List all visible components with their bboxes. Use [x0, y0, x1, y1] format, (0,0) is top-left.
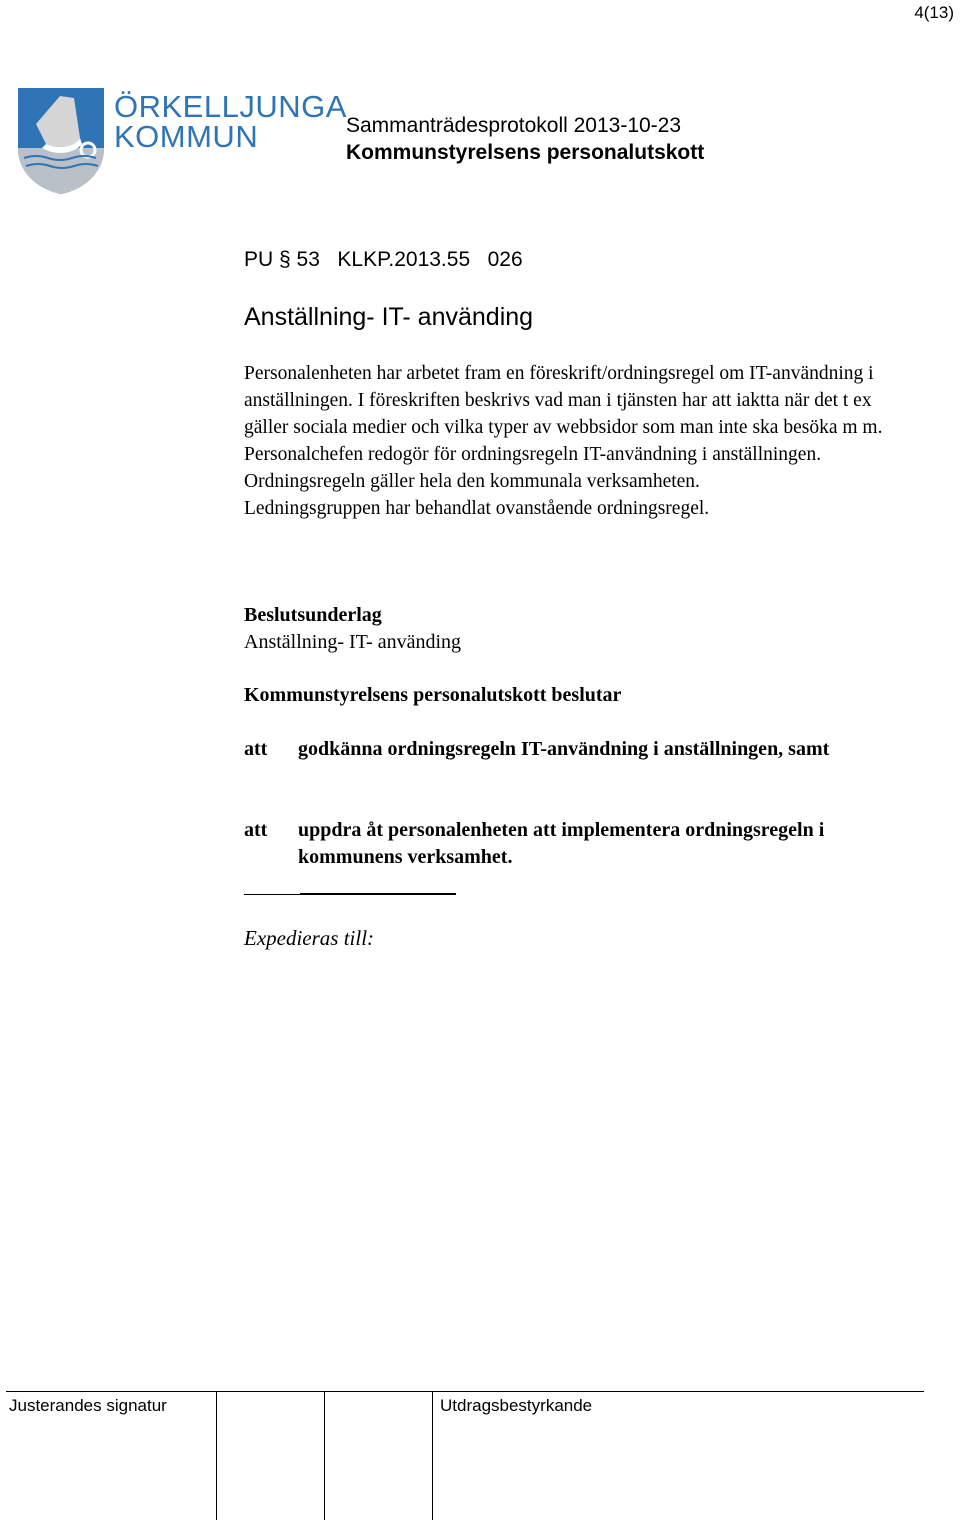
- footer-divider: [6, 1391, 924, 1392]
- committee-name: Kommunstyrelsens personalutskott: [346, 141, 705, 164]
- paragraph-4: Ledningsgruppen har behandlat ovanstående ordningsregel.: [244, 498, 710, 519]
- beslutsunderlag-heading: Beslutsunderlag: [244, 604, 382, 626]
- decision-item-prefix: att: [244, 819, 268, 841]
- bell-coat-of-arms-icon: [16, 86, 106, 196]
- signature-box-divider: [432, 1391, 433, 1520]
- signature-box-divider: [324, 1391, 325, 1520]
- logo-line-2: KOMMUN: [114, 119, 259, 154]
- justerandes-signatur-label: Justerandes signatur: [9, 1396, 167, 1415]
- separator-rule: [300, 893, 456, 895]
- beslutsunderlag-document: Anställning- IT- använding: [244, 631, 462, 653]
- case-description: [244, 360, 904, 522]
- decision-item-text: godkänna ordningsregeln IT-användning i anställningen, samt: [298, 738, 830, 760]
- decision-item-prefix: att: [244, 738, 268, 760]
- logo-line-1: ÖRKELLJUNGA: [114, 89, 347, 124]
- decision-item-text: uppdra åt personalenheten att implementera ordningsregeln i kommunens verksamhet.: [298, 819, 825, 868]
- paragraph-2: Personalchefen redogör för ordningsregeln IT-användning i anställningen.: [244, 444, 822, 465]
- separator-rule: [244, 894, 300, 895]
- utdragsbestyrkande-label: Utdragsbestyrkande: [440, 1396, 593, 1415]
- paragraph-1: Personalenheten har arbetet fram en föreskrift/ordningsregel om IT-användning i anställningen. I föreskriften beskrivs vad man i tjänsten har att iaktta när det t ex gäller sociala medier och vilka typer av webbsidor som man inte ska besöka m m.: [244, 363, 883, 438]
- case-reference: PU § 53 KLKP.2013.55 026: [244, 248, 523, 271]
- page-number: 4(13): [914, 3, 954, 22]
- protocol-title: Sammanträdesprotokoll 2013-10-23: [346, 114, 682, 137]
- municipality-logo: [16, 84, 347, 194]
- paragraph-3: Ordningsregeln gäller hela den kommunala verksamheten.: [244, 471, 700, 492]
- expedieras-label: Expedieras till:: [244, 926, 375, 950]
- case-title: Anställning- IT- använding: [244, 303, 534, 331]
- decision-heading: Kommunstyrelsens personalutskott beslutar: [244, 684, 622, 706]
- signature-box-divider: [216, 1391, 217, 1520]
